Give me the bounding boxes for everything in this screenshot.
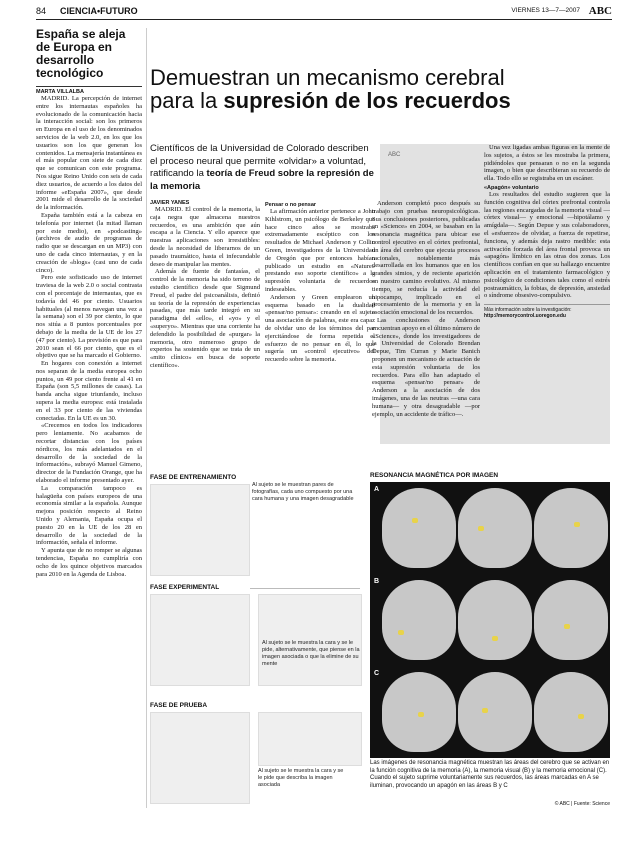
scan-b-1 <box>382 580 456 660</box>
dek-bold: teoría de Freud sobre la represión de la memoria <box>150 168 374 192</box>
scan-a-2 <box>458 488 532 568</box>
scan-row-c-label: C <box>374 670 380 677</box>
section-title: CIENCIA•FUTURO <box>60 6 138 16</box>
activation-spot <box>564 624 570 629</box>
activation-spot <box>578 714 584 719</box>
sidebar-article <box>36 28 142 808</box>
sidebar-body <box>36 95 142 578</box>
scan-row-a-label: A <box>374 486 380 493</box>
connector-line <box>250 588 360 589</box>
info-label: Más información sobre la investigación: <box>484 307 572 314</box>
headline-line-1: Demuestran un mecanismo cerebral <box>150 65 505 90</box>
article-column-4 <box>484 144 610 444</box>
phase-training-text: Al sujeto se le muestran pares de fotografías, cada uno compuesto por una cara humana y una imagen desagradable <box>252 482 354 502</box>
subheadline <box>150 143 375 193</box>
test-scene-right <box>258 712 362 766</box>
headline-bold: supresión de los recuerdos <box>223 88 511 113</box>
newspaper-logo: ABC <box>588 5 612 17</box>
paragraph: Anderson y Green emplearon un esquema basado en la dualidad «pensar/no pensar»: creando en el sujeto una asociación de palabras, este era capaz de olvidar uno de los términos del par ejercitándose de forma repetida el esfuerzo de no pensar en él, lo que sugería un «control ejecutivo» del recuerdo sobre la memoria. <box>265 293 375 364</box>
paragraph: España también está a la cabeza en telefonía por internet (la mitad llaman por este medio), en «podcasting» (archivos de audio de programas de radio que se descargan en un MP3) con uno de cada cinco internautas, y en la creación de «blogs» (casi uno de cada cinco). <box>36 211 142 274</box>
paragraph: MADRID. El control de la memoria, la caja negra que almacena nuestros recuerdos, es una ambición que aún escapa a la Ciencia. Y ello aparece que nuestras aplicaciones son irresistibles: desde la necesidad de liberarnos de un pasado traumático, hasta el infecundable deseo de manipular las mentes. <box>150 206 260 268</box>
sidebar-title: España se aleja de Europa en desarrollo tecnológico <box>36 28 126 80</box>
paragraph: «Crecemos en todos los indicadores pero lentamente. No acabamos de recortar distancias con los países nórdicos, los más adelantados en el desarrollo de la sociedad de la información», subrayó Manuel Gimeno, director de la Fundación Orange, que ha elaborado el informe presentado ayer. <box>36 422 142 485</box>
column-4-body <box>484 144 610 183</box>
scan-b-3 <box>534 580 608 660</box>
phase-test-text: Al sujeto se le muestra la cara y se le pide que describa la imagen asociada <box>258 768 344 788</box>
graphic-credit: © ABC | Fuente: Science <box>554 801 610 807</box>
phase-experimental-text: Al sujeto se le muestra la cara y se le pide, alternativamente, que piense en la imagen asociada o que la elimine de su mente <box>262 640 360 667</box>
column-1-body <box>150 206 260 370</box>
paragraph: Una vez ligadas ambas figuras en la mente de los sujetos, a éstos se les mostraba la primera, pidiéndoles que pensaran o no en la segunda imagen, o bien que describieran su recuerdo de ella. Todo ello se registraba en un escáner. <box>484 144 610 183</box>
page-header <box>36 4 612 20</box>
column-4-body-b <box>484 191 610 300</box>
activation-spot <box>492 636 498 641</box>
article-byline: JAVIER YANES <box>150 200 190 206</box>
scan-caption: Las imágenes de resonancia magnética muestran las áreas del cerebro que se activan en la función cognitiva de la memoria (A), la memoria visual (B) y la memoria emocional (C). Cuando el sujeto suprime voluntariamente sus recuerdos, las áreas marcadas en A se iluminan, provocando un apagón en las áreas B y C <box>370 760 610 789</box>
paragraph: Además de fuente de fantasías, el control de la memoria ha sido terreno de estudio científico desde que Sigmund Freud, el padre del psicoanálisis, definió su teoría de la represión de experiencias pasadas, que más tarde integró en su paradigma del «ello», el «yo» y el «superyo». Mientras que una corriente ha defendido la posibilidad de «purgar» la memoria, otro numeroso grupo de expertos ha sostenido que se trata de un «mito clínico» en busca de soporte científico». <box>150 268 260 369</box>
activation-spot <box>574 522 580 527</box>
headline-line-2 <box>150 89 610 112</box>
scan-a-3 <box>534 488 608 568</box>
experimental-scene-left <box>150 594 250 686</box>
article-column-3 <box>372 200 480 444</box>
photo-placeholder-label: ABC <box>388 152 401 158</box>
scan-row-b-label: B <box>374 578 380 585</box>
paragraph: Los resultados del estudio sugieren que la función cognitiva del córtex prefrontal controla las regiones encargadas de la memoria visual —córtex visual— y emocional —hipotálamo y amígdala—. Según Depue y sus colaboradores, el «esfuerzo» de olvidar, a fuerza de repetirse, funciona, y además deja rastro medible: esta activación forzada del área frontal provoca un «apagón» límbico en las otras dos zonas. Los científicos confían en que su hallazgo encuentre aplicación en el tratamiento farmacológico y psicológico de condiciones tales como el estrés postraumático, la fobias, de depresión, ansiedad o síndrome obsesivo-compulsivo. <box>484 190 610 300</box>
test-scene <box>150 712 250 804</box>
scan-b-2 <box>458 580 532 660</box>
paragraph: Pero este sofisticado uso de internet traviesa de la web 2.0 o social contrasta con el porcentaje de internautas, que es todavía del 46 por ciento. Usuarios habituales (al menos navegan una vez a la semana) son el 39 por ciento, lo que nos sitúa a 8 puntos porcentuales por debajo de la media de la UE de los 27 (47 por ciento). La previsión es que para 2010 sean el 66 por ciento, que es el objetivo que se ha marcado el Gobierno. <box>36 274 142 360</box>
info-note <box>484 304 610 319</box>
column-divider <box>146 28 147 808</box>
column-2-body <box>265 208 375 364</box>
activation-spot <box>418 712 424 717</box>
column-2-subhead: Pensar o no pensar <box>265 202 317 208</box>
paragraph: Las conclusiones de Anderson encuentran apoyo en el último número de «Science», donde los investigadores de la Universidad de Colorado Brendan Depue, Tim Curran y Marie Banich proponen un mecanismo de actuación de esta supresión voluntaria de los recuerdos. Para ello han adaptado el esquema «pensar/no pensar» de Anderson a la asociación de dos imágenes, una de las neutras —una cara humana— y otra desagradable —por ejemplo, un accidente de tráfico—. <box>372 316 480 418</box>
phase-training-label: FASE DE ENTRENAMIENTO <box>150 474 237 481</box>
paragraph: En hogares con conexión a internet nos separan de la media europea ocho puntos, un 49 por ciento frente al 41 en España (son 5,5 millones de casas). La banda ancha sigue triunfando, incluso supera la media europea: está instalada en el 33 por ciento de las viviendas conectadas. En la UE es un 30. <box>36 360 142 422</box>
article-column-2 <box>265 200 375 444</box>
training-scene <box>150 484 250 576</box>
main-headline <box>150 66 610 112</box>
paragraph: Anderson completó poco después su trabajo con pruebas neuropsicológicas. Sus conclusiones posteriores, publicadas en «Science» en 2004, se basaban en la resonancia magnética para ubicar ese control ejecutivo en el córtex prefrontal, un área del cerebro que ejecuta procesos racionales, notablemente más desarrollada en los humanos que en los grandes simios, y de reciente aparición en nuestro camino evolutivo. Al mismo tiempo, se reducía la actividad del hipocampo, implicado en el procesamiento de la memoria y en la asociación emocional de los recuerdos. <box>372 200 480 317</box>
paragraph: La afirmación anterior pertenece a John Kihlstrom, un psicólogo de Berkeley que hace cinco años se mostraba extremadamente escéptico con los resultados de Michael Anderson y Collin Green, investigadores de la Universidad de Oregón que por entonces habían publicado un estudio en «Nature» prestando eso soporte científico» a la supresión voluntaria de recuerdos indeseables. <box>265 208 375 293</box>
brain-scans <box>370 482 610 758</box>
scan-c-3 <box>534 672 608 752</box>
paragraph: La comparación tampoco es halagüeña con países europeos de una economía similar a la española. Aunque mejora posición respecto al Reino Unido y Alemania, España ocupa el puesto 20 en la UE de los 28 en desarrollo de la sociedad de la información, señala el informe. <box>36 484 142 547</box>
activation-spot <box>398 630 404 635</box>
column-3-body <box>372 200 480 418</box>
info-url[interactable]: http://memorycontrol.uoregon.edu <box>484 313 566 320</box>
page-number: 84 <box>36 6 47 16</box>
activation-spot <box>482 708 488 713</box>
scan-a-1 <box>382 488 456 568</box>
issue-date: VIERNES 13—7—2007 <box>511 7 580 14</box>
column-4-subhead: «Apagón» voluntario <box>484 184 539 191</box>
activation-spot <box>478 526 484 531</box>
phase-test-label: FASE DE PRUEBA <box>150 702 208 709</box>
sidebar-byline: MARTA VILLALBA <box>36 86 142 95</box>
paragraph: MADRID. La percepción de internet entre los internautas españoles ha evolucionado de la comunicación hacia la interacción social: son los primeros en Europa en el uso de los denominados servicios de la web 2.0, en los que los usuarios son los que generan los contenidos. La mensajería instantánea es el más popular con siete de cada diez que se comunican con este programa. Nos sigue Reino Unido con seis de cada diez usuarios, de acuerdo a los datos del informe «eEspaña 2007», que desde 2001 mide el desarrollo de la sociedad de la información. <box>36 95 142 212</box>
scan-c-1 <box>382 672 456 752</box>
phase-experimental-label: FASE EXPERIMENTAL <box>150 584 220 591</box>
scan-title: RESONANCIA MAGNÉTICA POR IMAGEN <box>370 472 499 479</box>
scan-c-2 <box>458 672 532 752</box>
dek-text: Científicos de la Universidad de Colorado describen el proceso neural que permite «olvidar» a voluntad, ratificando la <box>150 143 369 179</box>
article-column-1 <box>150 200 260 444</box>
headline-lead: para la <box>150 88 224 113</box>
paragraph: Y apunta que de no romper se algunas tendencias, España no cumpliría con ocho de los quince objetivos marcados para 2010 en la Agenda de Lisboa. <box>36 547 142 578</box>
activation-spot <box>412 518 418 523</box>
